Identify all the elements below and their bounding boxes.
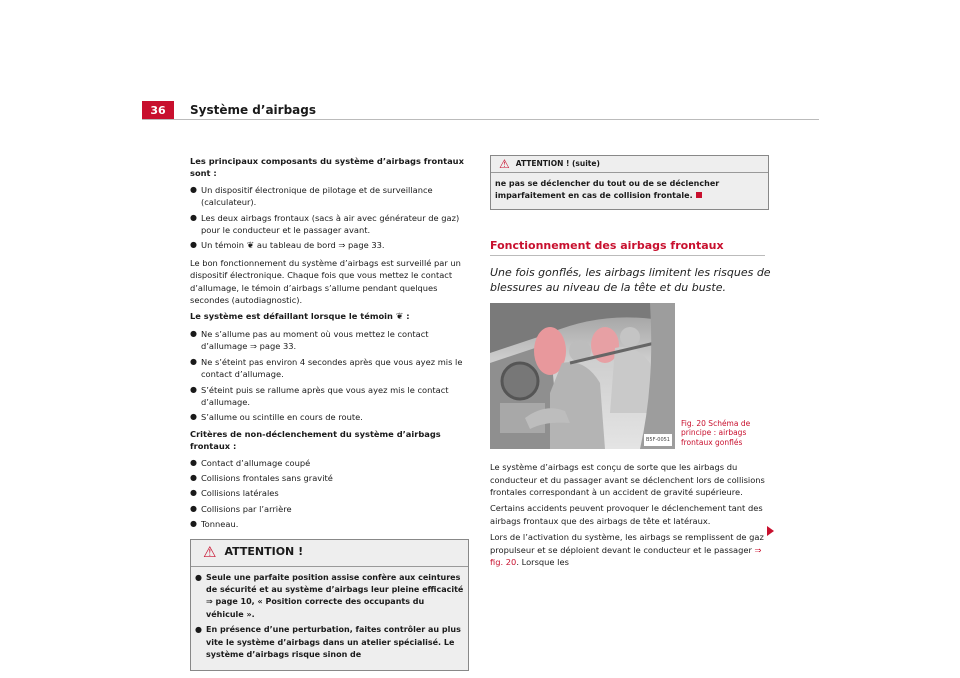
paragraph: Le système d’airbags est conçu de sorte que les airbags du conducteur et du passager avant se déclenchent lors de collisions frontales correspondant à un accident de gravité supérieure. (490, 462, 765, 498)
monitor-paragraph: Le bon fonctionnement du système d’airbags est surveillé par un dispositif électronique. Chaque fois que vous mettez le contact d’allumage, le témoin d’airbags s’allume pendant quelques secondes (autodiagnostic). (190, 257, 461, 306)
warning-title: ATTENTION ! (224, 545, 304, 559)
paragraph (490, 531, 775, 568)
warning-triangle-icon: ⚠ (499, 157, 510, 171)
list-item: ● S’allume ou scintille en cours de route. (190, 411, 475, 423)
next-page-arrow-icon[interactable] (767, 526, 774, 536)
faulty-list (190, 328, 475, 424)
non-deploy-heading: Critères de non-déclenchement du système d’airbags frontaux : (190, 428, 441, 452)
figure-code: B5F-0051 (644, 434, 672, 446)
section-subtitle: Une fois gonflés, les airbags limitent les risques de blessures au niveau de la tête et du buste. (490, 266, 771, 295)
warning-continued-box (490, 155, 769, 210)
list-item: ● Collisions par l’arrière (190, 503, 475, 515)
left-column (190, 155, 475, 671)
faulty-heading-prefix: Le système est défaillant lorsque le témoin (190, 311, 393, 322)
right-column (490, 155, 775, 572)
airbag-lamp-icon: ❦ (395, 312, 404, 323)
warning-item: ● Seule une parfaite position assise confère aux ceintures de sécurité et au système d’airbags leur pleine efficacité ⇒ page 10, « Position correcte des occupants du véhicule ». (195, 572, 464, 622)
page-title: Système d’airbags (190, 103, 316, 117)
section-title: Fonctionnement des airbags frontaux (490, 240, 765, 256)
figure-row (490, 303, 775, 449)
lamp-item-suffix: au tableau de bord ⇒ page 33. (256, 240, 385, 251)
warning-continued-body (491, 173, 768, 209)
figure-caption: Fig. 20 Schéma de principe : airbags frontaux gonflés (681, 418, 751, 447)
header-rule (142, 119, 819, 120)
list-item: ● Collisions frontales sans gravité (190, 472, 475, 484)
paragraph-text: . Lorsque les (516, 557, 569, 568)
list-item: ● Ne s’allume pas au moment où vous mettez le contact d’allumage ⇒ page 33. (190, 328, 475, 353)
paragraph: Certains accidents peuvent provoquer le déclenchement tant des airbags frontaux que des airbags de tête et latéraux. (490, 503, 763, 526)
components-heading: Les principaux composants du système d’airbags frontaux sont : (190, 156, 464, 179)
section-end-icon (696, 192, 702, 198)
list-item (190, 239, 475, 252)
warning-continued-title: ATTENTION ! (suite) (515, 158, 600, 168)
non-deploy-list (190, 457, 475, 531)
components-list (190, 184, 475, 253)
warning-continued-header (491, 156, 768, 173)
airbag-lamp-icon: ❦ (246, 241, 255, 252)
figure-link[interactable]: ⇒ fig. 20 (490, 544, 762, 568)
list-item: ● Un dispositif électronique de pilotage et de surveillance (calculateur). (190, 184, 475, 209)
list-item: ● Tonneau. (190, 518, 475, 530)
paragraph-text: Lors de l’activation du système, les airbags se remplissent de gaz propulseur et se déploient devant le conducteur et le passager (490, 532, 764, 555)
warning-item: ● En présence d’une perturbation, faites contrôler au plus vite le système d’airbags dans un atelier spécialisé. Le système d’airbags risque sinon de (195, 624, 464, 661)
list-item: ● Les deux airbags frontaux (sacs à air avec générateur de gaz) pour le conducteur et le passager avant. (190, 212, 475, 237)
faulty-heading-suffix: : (406, 311, 410, 322)
airbag-figure (490, 303, 675, 449)
list-item: ● Collisions latérales (190, 487, 475, 499)
warning-header (191, 540, 468, 567)
faulty-heading (190, 310, 475, 323)
warning-body (191, 567, 468, 671)
list-item: ● S’éteint puis se rallume après que vous ayez mis le contact d’allumage. (190, 384, 475, 409)
page-number: 36 (142, 101, 174, 119)
warning-continued-text: ne pas se déclencher du tout ou de se déclencher imparfaitement en cas de collision frontale. (495, 179, 720, 201)
airbag-illustration (490, 303, 675, 449)
warning-triangle-icon: ⚠ (203, 543, 217, 562)
lamp-item-prefix: Un témoin (201, 240, 245, 251)
list-item: ● Ne s’éteint pas environ 4 secondes après que vous ayez mis le contact d’allumage. (190, 356, 475, 381)
warning-box (190, 539, 469, 672)
list-item: ● Contact d’allumage coupé (190, 457, 475, 469)
